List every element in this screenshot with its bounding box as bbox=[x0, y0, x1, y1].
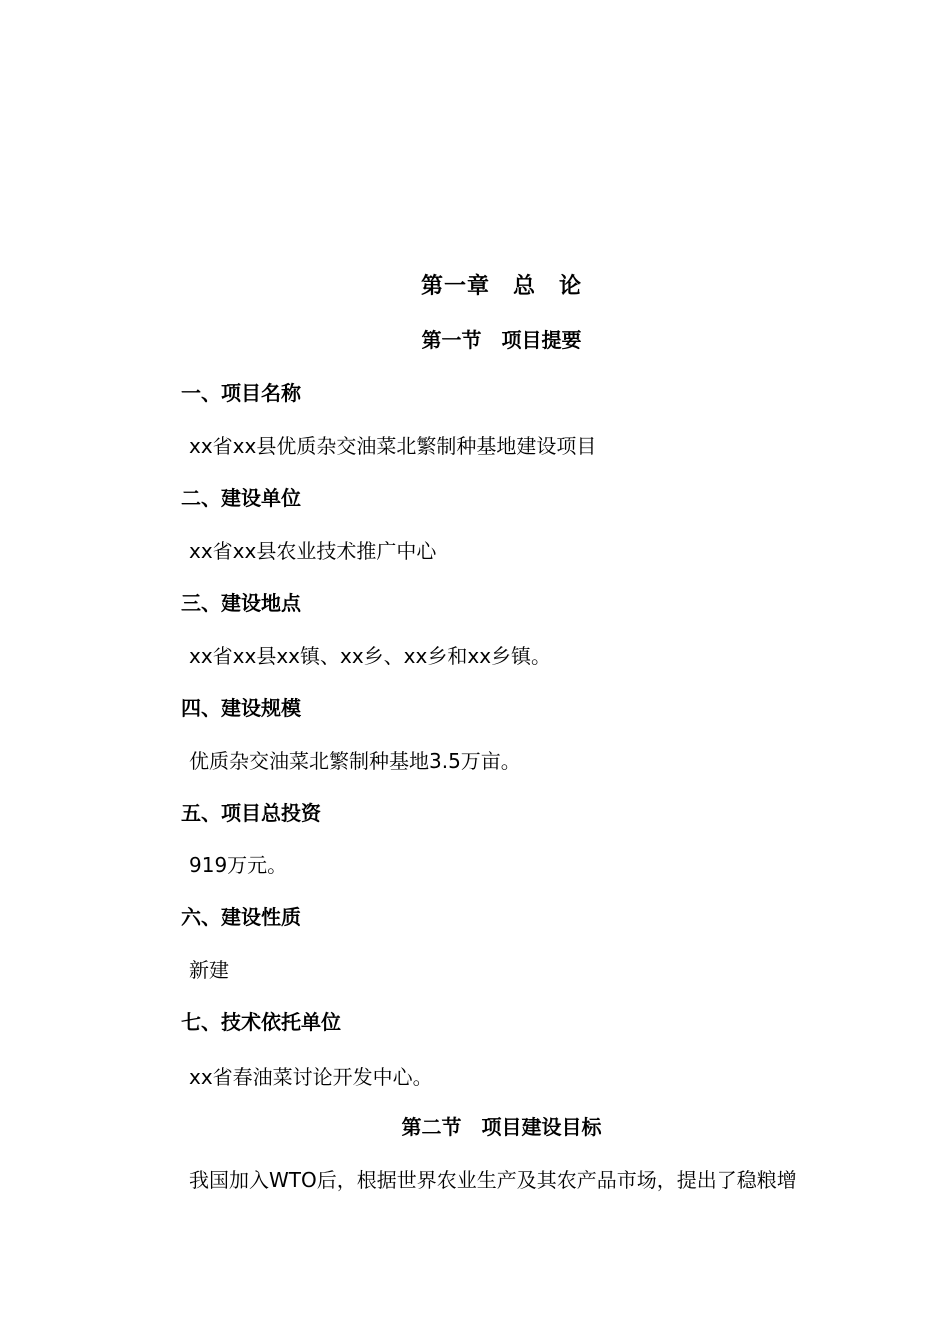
item-text-tech-support: xx省春油菜讨论开发中心。 bbox=[189, 1065, 433, 1089]
item-text-nature: 新建 bbox=[189, 958, 229, 982]
section-title-goals: 第二节 项目建设目标 bbox=[401, 1115, 602, 1139]
item-heading-unit: 二、建设单位 bbox=[181, 486, 301, 510]
item-text-name: xx省xx县优质杂交油菜北繁制种基地建设项目 bbox=[189, 434, 597, 458]
item-heading-scale: 四、建设规模 bbox=[181, 696, 301, 720]
item-text-investment: 919万元。 bbox=[189, 853, 288, 877]
item-heading-nature: 六、建设性质 bbox=[181, 905, 301, 929]
item-heading-tech-support: 七、技术依托单位 bbox=[181, 1010, 341, 1034]
chapter-title: 第一章 总 论 bbox=[420, 274, 582, 299]
section-title: 第一节 项目提要 bbox=[421, 328, 582, 352]
item-text-unit: xx省xx县农业技术推广中心 bbox=[189, 539, 437, 563]
item-heading-location: 三、建设地点 bbox=[181, 591, 301, 615]
item-text-location: xx省xx县xx镇、xx乡、xx乡和xx乡镇。 bbox=[189, 644, 552, 668]
item-text-scale: 优质杂交油菜北繁制种基地3.5万亩。 bbox=[189, 749, 521, 773]
item-heading-investment: 五、项目总投资 bbox=[181, 801, 321, 825]
item-heading-name: 一、项目名称 bbox=[181, 381, 301, 405]
section-paragraph: 我国加入WTO后，根据世界农业生产及其农产品市场，提出了稳粮增 bbox=[189, 1168, 797, 1192]
